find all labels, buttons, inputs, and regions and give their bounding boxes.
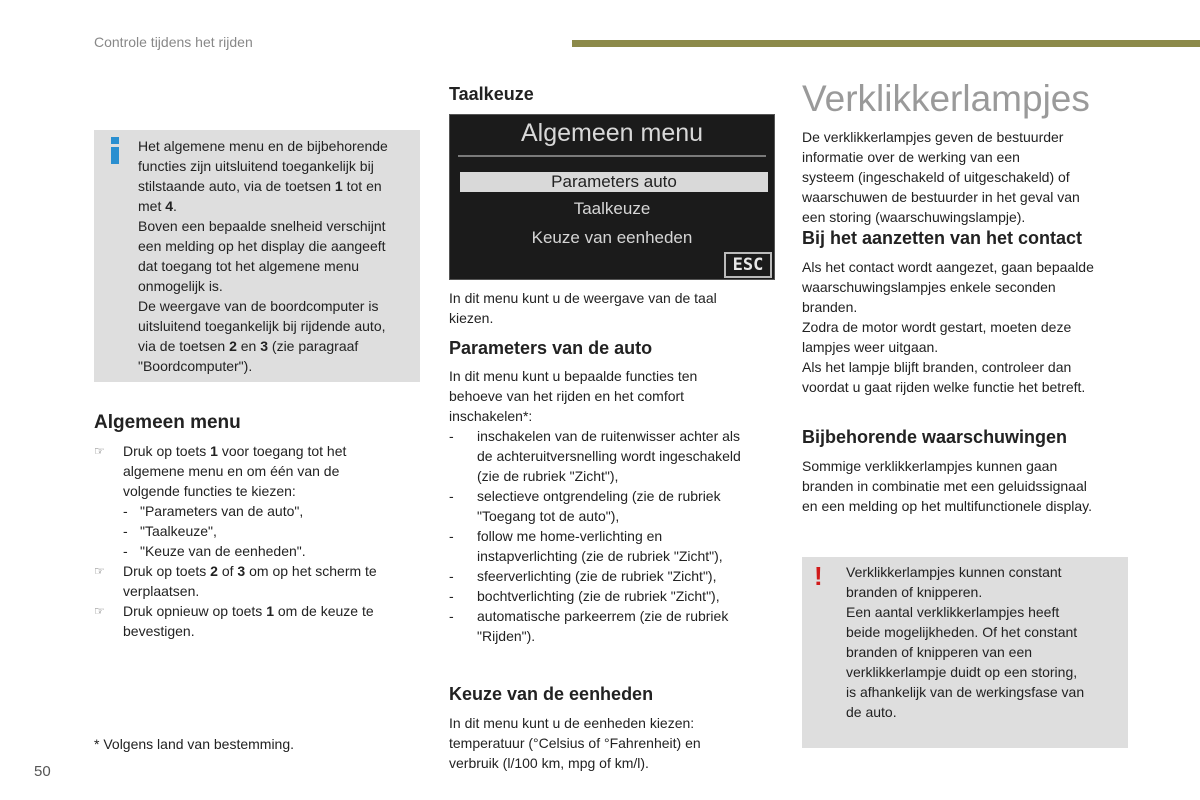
page-title: Verklikkerlampjes	[802, 78, 1090, 119]
text-line: informatie over de werking van een	[802, 149, 1020, 165]
text-line: verplaatsen.	[123, 583, 200, 599]
text-line: De verklikkerlampjes geven de bestuurder	[802, 129, 1064, 145]
text-line: lampjes weer uitgaan.	[802, 339, 939, 355]
text-line: "Keuze van de eenheden".	[140, 543, 306, 559]
text-line: verklikkerlampje duidt op een storing,	[846, 664, 1078, 680]
text-line: een melding op het display die aangeeft	[138, 238, 386, 254]
text-line: "Toegang tot de auto"),	[477, 508, 620, 524]
text-line: In dit menu kunt u de weergave van de taal	[449, 290, 717, 306]
warning-exclamation-icon: !	[814, 561, 823, 591]
section-title-taalkeuze: Taalkeuze	[449, 84, 534, 104]
section-title-bijbehorende: Bijbehorende waarschuwingen	[802, 427, 1068, 447]
text-line: (zie de rubriek "Zicht"),	[477, 468, 619, 484]
hand-pointer-icon: ☞	[94, 604, 105, 618]
text-line: is afhankelijk van de werkingsfase van	[846, 684, 1085, 700]
text-line: de achteruitversnelling wordt ingeschakeld	[477, 448, 741, 464]
text-line: Zodra de motor wordt gestart, moeten deze	[802, 319, 1072, 335]
text-line: inschakelen*:	[449, 408, 533, 424]
bijbehorende-text	[802, 456, 1128, 516]
text-line: branden in combinatie met een geluidssignaal	[802, 478, 1087, 494]
list-item: - sfeerverlichting (zie de rubriek "Zicht"),	[449, 566, 775, 586]
verklikker-intro	[802, 127, 1128, 227]
sub-list-item: - "Parameters van de auto",	[123, 503, 304, 519]
esc-label: ESC	[724, 252, 772, 278]
display-divider	[458, 155, 766, 157]
text-line: voordat u gaat rijden welke functie het betreft.	[802, 379, 1086, 395]
text-line: Het algemene menu en de bijbehorende	[138, 138, 388, 154]
text-line: Als het lampje blijft branden, controleer dan	[802, 359, 1072, 375]
text-line: verbruik (l/100 km, mpg of km/l).	[449, 755, 649, 771]
algemeen-menu-steps	[94, 441, 414, 641]
info-box-text	[138, 136, 414, 376]
text-line: Een aantal verklikkerlampjes heeft	[846, 604, 1060, 620]
text-line: functies zijn uitsluitend toegankelijk bij	[138, 158, 374, 174]
display-title: Algemeen menu	[520, 119, 704, 147]
list-item: - bochtverlichting (zie de rubriek "Zicht"),	[449, 586, 775, 606]
text-line: Druk op toets 1 voor toegang tot het	[123, 443, 347, 459]
display-menu-item: Keuze van eenheden	[531, 228, 693, 247]
section-title-algemeen-menu: Algemeen menu	[94, 412, 241, 433]
text-line: instapverlichting (zie de rubriek "Zicht"),	[477, 548, 723, 564]
list-item	[94, 601, 414, 641]
hand-pointer-icon: ☞	[94, 444, 105, 458]
text-line: waarschuwingslampjes enkele seconden	[802, 279, 1056, 295]
text-line: behoeve van het rijden en het comfort	[449, 388, 685, 404]
parameters-text	[449, 366, 775, 646]
list-item: - selectieve ontgrendeling (zie de rubriek "Toegang tot de auto"),	[449, 486, 775, 526]
display-menu-item-selected: Parameters auto	[460, 172, 768, 192]
warning-box-text	[846, 562, 1122, 722]
contact-text	[802, 257, 1128, 397]
info-icon	[108, 135, 122, 165]
section-title-contact: Bij het aanzetten van het contact	[802, 228, 1083, 248]
list-item	[94, 441, 414, 501]
text-line: "Boordcomputer").	[138, 358, 253, 374]
section-title-eenheden: Keuze van de eenheden	[449, 684, 654, 704]
text-line: Als het contact wordt aangezet, gaan bepaalde	[802, 259, 1094, 275]
text-line: en een melding op het multifunctionele display.	[802, 498, 1093, 514]
text-line: sfeerverlichting (zie de rubriek "Zicht"),	[477, 568, 717, 584]
sub-list-item: - "Taalkeuze",	[123, 523, 217, 539]
text-line: temperatuur (°Celsius of °Fahrenheit) en	[449, 735, 701, 751]
text-line: stilstaande auto, via de toetsen 1 tot en	[138, 178, 382, 194]
text-line: branden of knipperen van een	[846, 644, 1033, 660]
text-line: Druk op toets 2 of 3 om op het scherm te	[123, 563, 377, 579]
text-line: "Rijden").	[477, 628, 536, 644]
page-number: 50	[34, 763, 51, 780]
list-item: - automatische parkeerrem (zie de rubriek "Rijden").	[449, 606, 775, 646]
text-line: waarschuwen de bestuurder in het geval van	[802, 189, 1080, 205]
text-line: met 4.	[138, 198, 177, 214]
text-line: In dit menu kunt u bepaalde functies ten	[449, 368, 698, 384]
text-line: algemene menu en om één van de	[123, 463, 340, 479]
text-line: inschakelen van de ruitenwisser achter als	[477, 428, 741, 444]
text-line: Boven een bepaalde snelheid verschijnt	[138, 218, 386, 234]
text-line: branden of knipperen.	[846, 584, 983, 600]
eenheden-text	[449, 713, 775, 773]
text-line: systeem (ingeschakeld of uitgeschakeld) of	[802, 169, 1070, 185]
running-header: Controle tijdens het rijden	[94, 34, 253, 50]
text-line: Sommige verklikkerlampjes kunnen gaan	[802, 458, 1058, 474]
text-line: "Parameters van de auto",	[140, 503, 304, 519]
header-accent-bar	[572, 40, 1200, 47]
sub-list-item: - "Keuze van de eenheden".	[123, 543, 306, 559]
text-line: De weergave van de boordcomputer is	[138, 298, 379, 314]
taalkeuze-text	[449, 288, 769, 328]
text-line: dat toegang tot het algemene menu	[138, 258, 360, 274]
text-line: In dit menu kunt u de eenheden kiezen:	[449, 715, 695, 731]
text-line: beide mogelijkheden. Of het constant	[846, 624, 1078, 640]
text-line: onmogelijk is.	[138, 278, 223, 294]
text-line: via de toetsen 2 en 3 (zie paragraaf	[138, 338, 359, 354]
hand-pointer-icon: ☞	[94, 564, 105, 578]
text-line: selectieve ontgrendeling (zie de rubriek	[477, 488, 721, 504]
text-line: branden.	[802, 299, 858, 315]
text-line: automatische parkeerrem (zie de rubriek	[477, 608, 729, 624]
list-item	[94, 561, 414, 601]
text-line: uitsluitend toegankelijk bij rijdende auto,	[138, 318, 386, 334]
footnote: * Volgens land van bestemming.	[94, 736, 295, 752]
text-line: de auto.	[846, 704, 897, 720]
text-line: volgende functies te kiezen:	[123, 483, 296, 499]
text-line: kiezen.	[449, 310, 494, 326]
list-item: - inschakelen van de ruitenwisser achter als de achteruitversnelling wordt ingeschakeld (zie de rubriek "Zicht"),	[449, 426, 775, 486]
text-line: Verklikkerlampjes kunnen constant	[846, 564, 1062, 580]
section-title-parameters: Parameters van de auto	[449, 338, 653, 358]
text-line: follow me home-verlichting en	[477, 528, 663, 544]
display-screenshot	[449, 114, 775, 280]
text-line: bochtverlichting (zie de rubriek "Zicht"),	[477, 588, 720, 604]
list-item: - follow me home-verlichting en instapverlichting (zie de rubriek "Zicht"),	[449, 526, 775, 566]
display-menu-item: Taalkeuze	[573, 199, 651, 218]
text-line: bevestigen.	[123, 623, 195, 639]
text-line: "Taalkeuze",	[140, 523, 217, 539]
text-line: Druk opnieuw op toets 1 om de keuze te	[123, 603, 374, 619]
text-line: een storing (waarschuwingslampje).	[802, 209, 1026, 225]
